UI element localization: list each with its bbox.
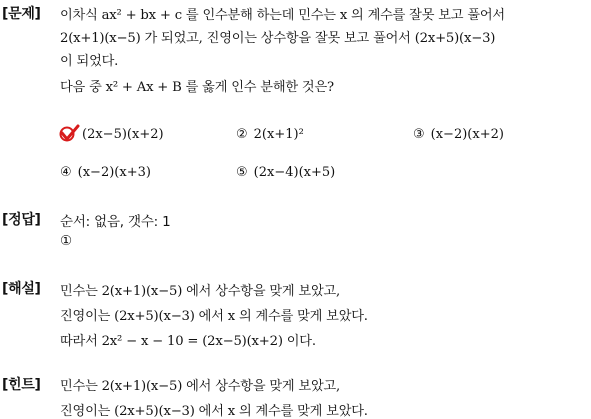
problem-line-4: 다음 중 x² + Ax + B 를 옳게 인수 분해한 것은? [60, 80, 334, 95]
problem-label: [문제] [2, 6, 41, 22]
option-2[interactable] [236, 127, 304, 142]
hint-line-1: 민수는 2(x+1)(x−5) 에서 상수항을 맞게 보았고, [60, 379, 341, 394]
option-4[interactable] [60, 165, 151, 180]
option-5[interactable] [236, 165, 335, 180]
explanation-line-3: 따라서 2x² − x − 10 = (2x−5)(x+2) 이다. [60, 334, 316, 349]
option-4-text: (x−2)(x+3) [77, 165, 151, 180]
checkmark-icon [58, 124, 80, 142]
explanation-line-1: 민수는 2(x+1)(x−5) 에서 상수항을 맞게 보았고, [60, 284, 341, 299]
problem-line-2: 2(x+1)(x−5) 가 되었고, 진영이는 상수항을 잘못 보고 풀어서 (2x+5)(x−3) [60, 31, 496, 46]
problem-line-3: 이 되었다. [60, 54, 119, 69]
option-3-number: ③ [413, 127, 425, 142]
option-5-number: ⑤ [236, 165, 248, 180]
option-1[interactable] [82, 127, 164, 142]
option-2-text: 2(x+1)² [253, 127, 304, 142]
option-1-text: (2x−5)(x+2) [82, 127, 164, 142]
problem-line-1: 이차식 ax² + bx + c 를 인수분해 하는데 민수는 x 의 계수를 잘못 보고 풀어서 [60, 8, 505, 23]
answer-line-2: ① [60, 233, 72, 249]
option-3-text: (x−2)(x+2) [430, 127, 504, 142]
option-5-text: (2x−4)(x+5) [253, 165, 336, 180]
hint-line-2: 진영이는 (2x+5)(x−3) 에서 x 의 계수를 맞게 보았다. [60, 404, 368, 419]
explanation-line-2: 진영이는 (2x+5)(x−3) 에서 x 의 계수를 맞게 보았다. [60, 309, 368, 324]
hint-label: [힌트] [2, 377, 41, 393]
option-3[interactable] [413, 127, 504, 142]
answer-line-1: 순서: 없음, 갯수: 1 [60, 214, 171, 230]
answer-label: [정답] [2, 212, 41, 228]
option-2-number: ② [236, 127, 248, 142]
option-4-number: ④ [60, 165, 72, 180]
explanation-label: [해설] [2, 281, 41, 297]
